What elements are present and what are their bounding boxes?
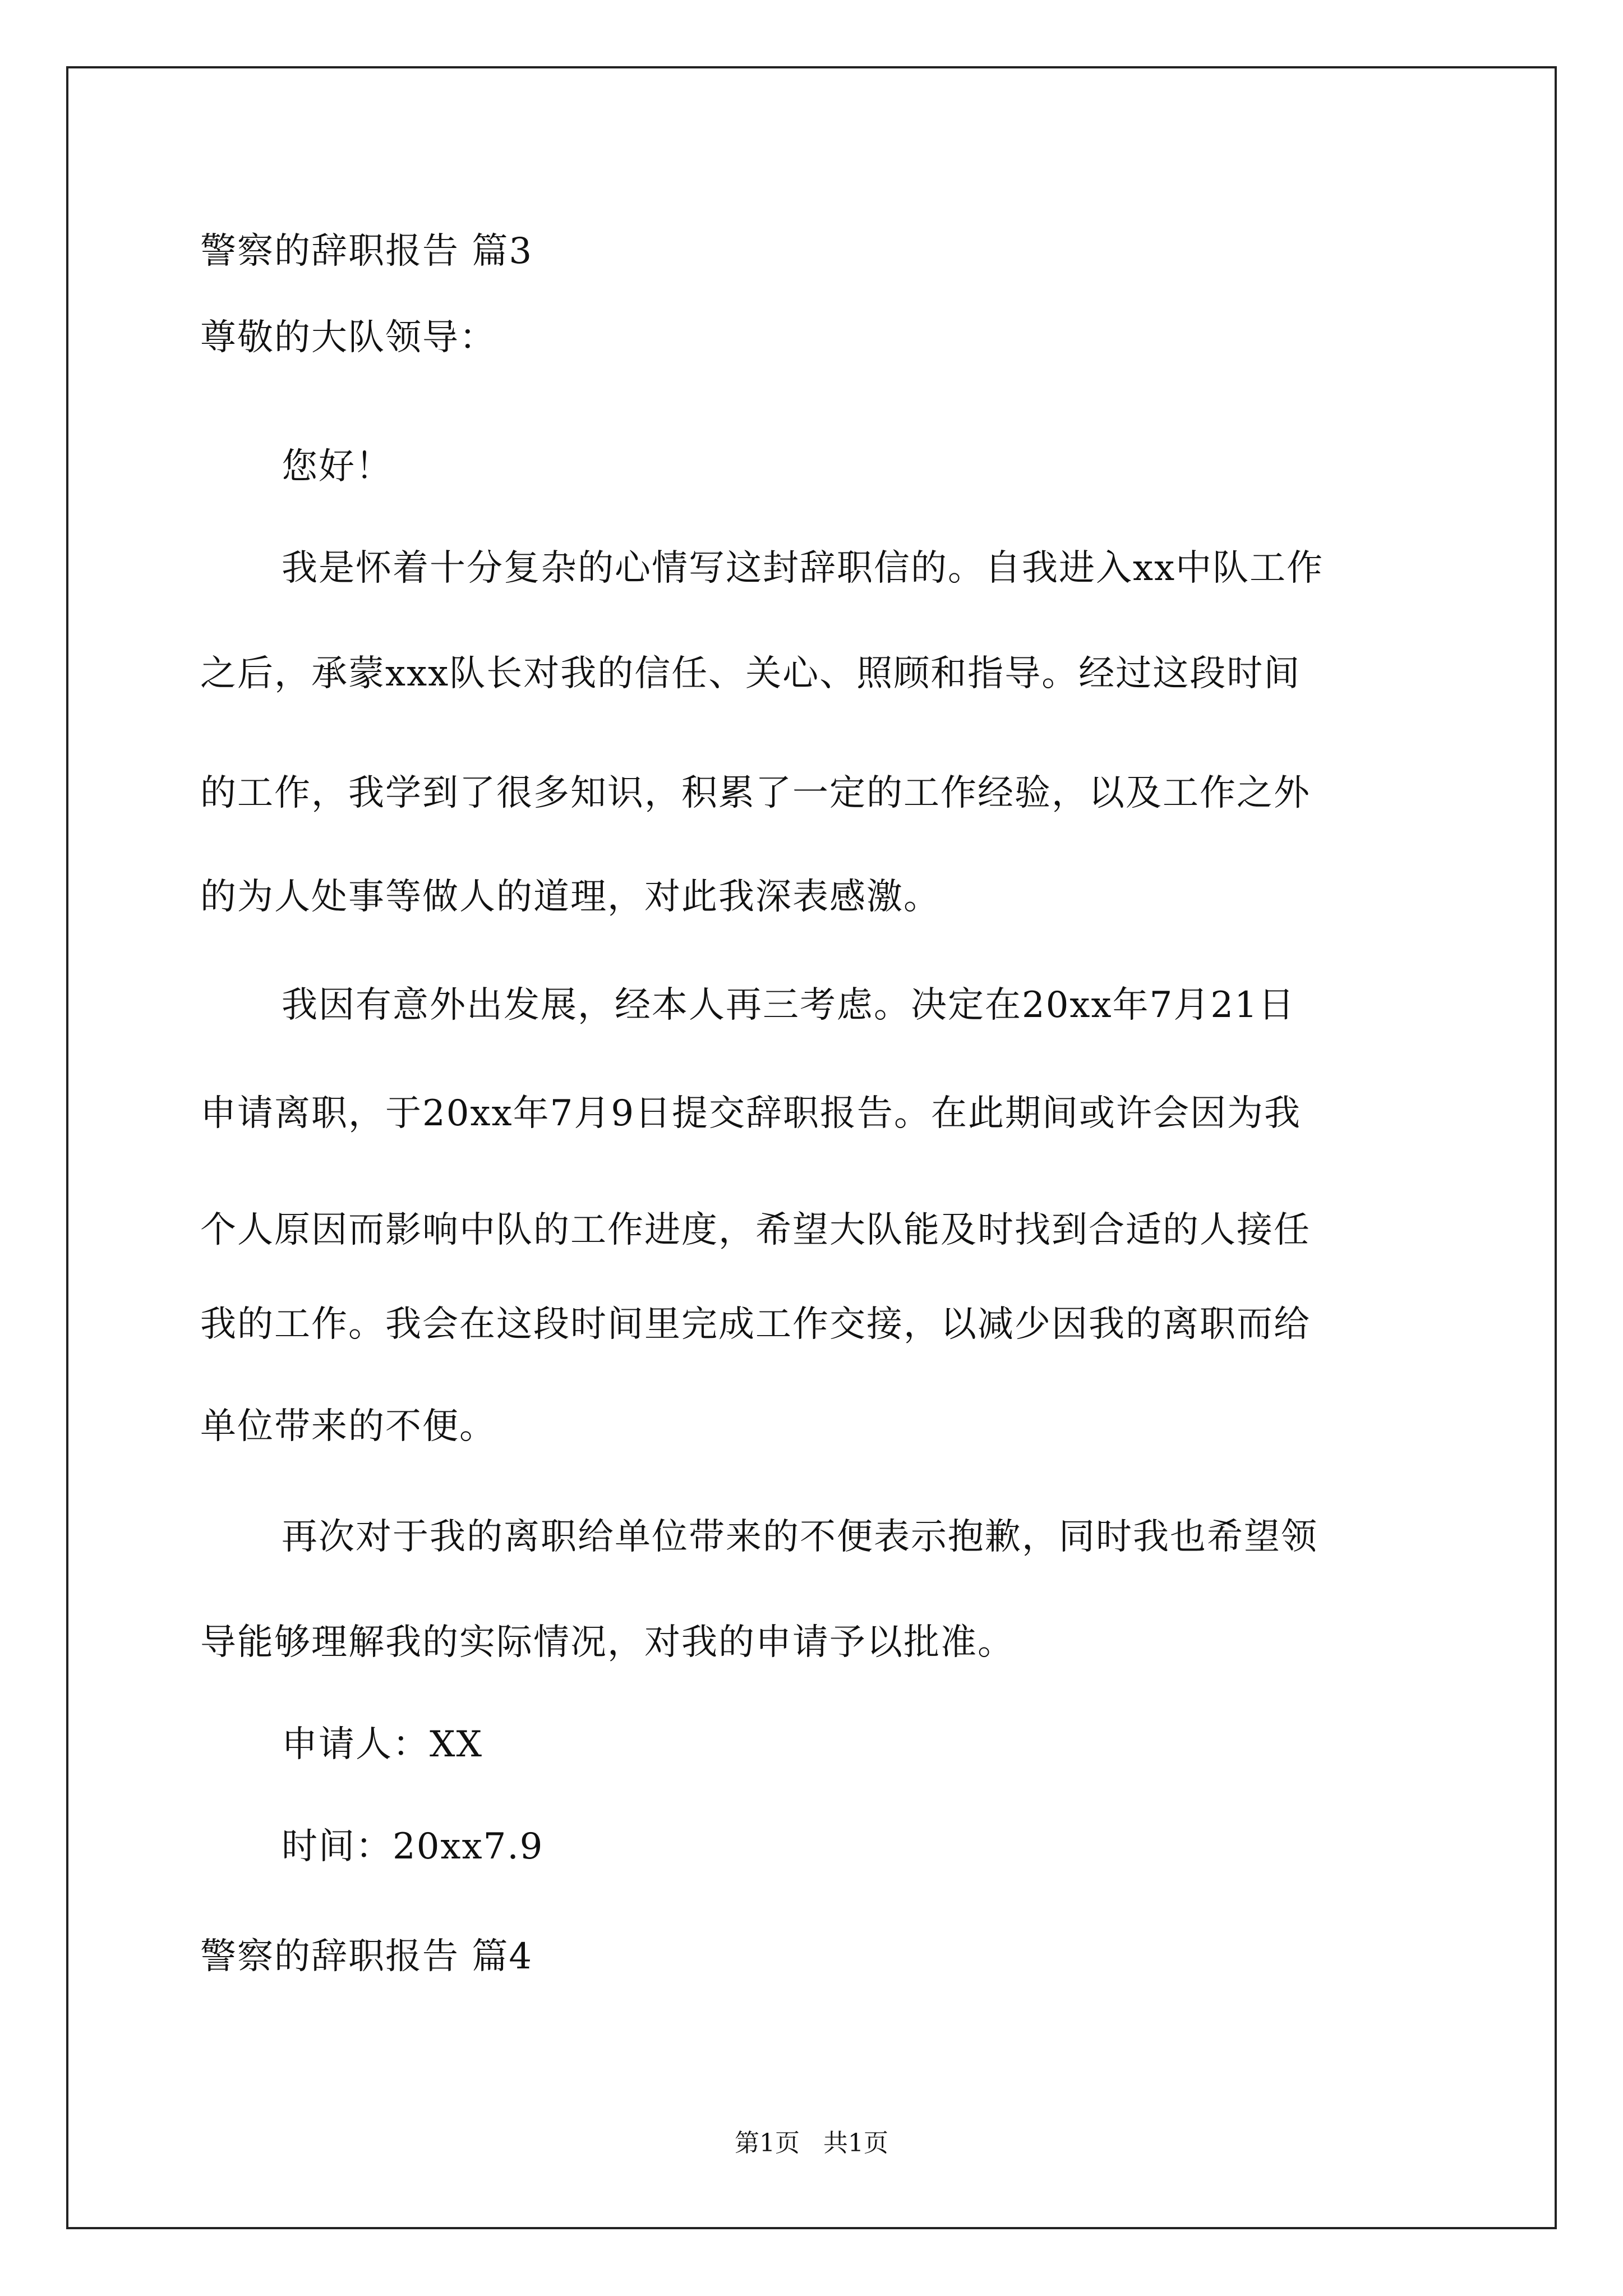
date-line: 时间：20xx7.9 bbox=[282, 1826, 544, 1867]
paragraph-1-line-3: 的工作，我学到了很多知识，积累了一定的工作经验，以及工作之外 bbox=[200, 772, 1311, 814]
page-border bbox=[66, 66, 1557, 2229]
paragraph-3-line-2: 导能够理解我的实际情况，对我的申请予以批准。 bbox=[200, 1622, 1015, 1663]
paragraph-2-line-2: 申请离职，于20xx年7月9日提交辞职报告。在此期间或许会因为我 bbox=[200, 1093, 1302, 1134]
page-footer bbox=[0, 2128, 1623, 2159]
section-heading-3: 警察的辞职报告 篇3 bbox=[200, 231, 533, 272]
paragraph-2-line-1: 我因有意外出发展，经本人再三考虑。决定在20xx年7月21日 bbox=[282, 984, 1295, 1026]
paragraph-1-line-4: 的为人处事等做人的道理，对此我深表感激。 bbox=[200, 876, 940, 918]
page-number-current: 第1页 bbox=[735, 2129, 800, 2157]
paragraph-3-line-1: 再次对于我的离职给单位带来的不便表示抱歉，同时我也希望领 bbox=[282, 1516, 1318, 1558]
salutation: 尊敬的大队领导： bbox=[200, 317, 496, 358]
paragraph-2-line-5: 单位带来的不便。 bbox=[200, 1406, 496, 1447]
page-number-total: 共1页 bbox=[823, 2129, 888, 2157]
section-heading-4: 警察的辞职报告 篇4 bbox=[200, 1936, 533, 1977]
paragraph-1-line-2: 之后，承蒙xxx队长对我的信任、关心、照顾和指导。经过这段时间 bbox=[200, 653, 1301, 694]
greeting: 您好！ bbox=[282, 446, 393, 487]
paragraph-2-line-3: 个人原因而影响中队的工作进度，希望大队能及时找到合适的人接任 bbox=[200, 1209, 1311, 1251]
paragraph-1-line-1: 我是怀着十分复杂的心情写这封辞职信的。自我进入xx中队工作 bbox=[282, 547, 1324, 589]
applicant-line: 申请人：XX bbox=[282, 1724, 483, 1765]
paragraph-2-line-4: 我的工作。我会在这段时间里完成工作交接，以减少因我的离职而给 bbox=[200, 1304, 1311, 1345]
